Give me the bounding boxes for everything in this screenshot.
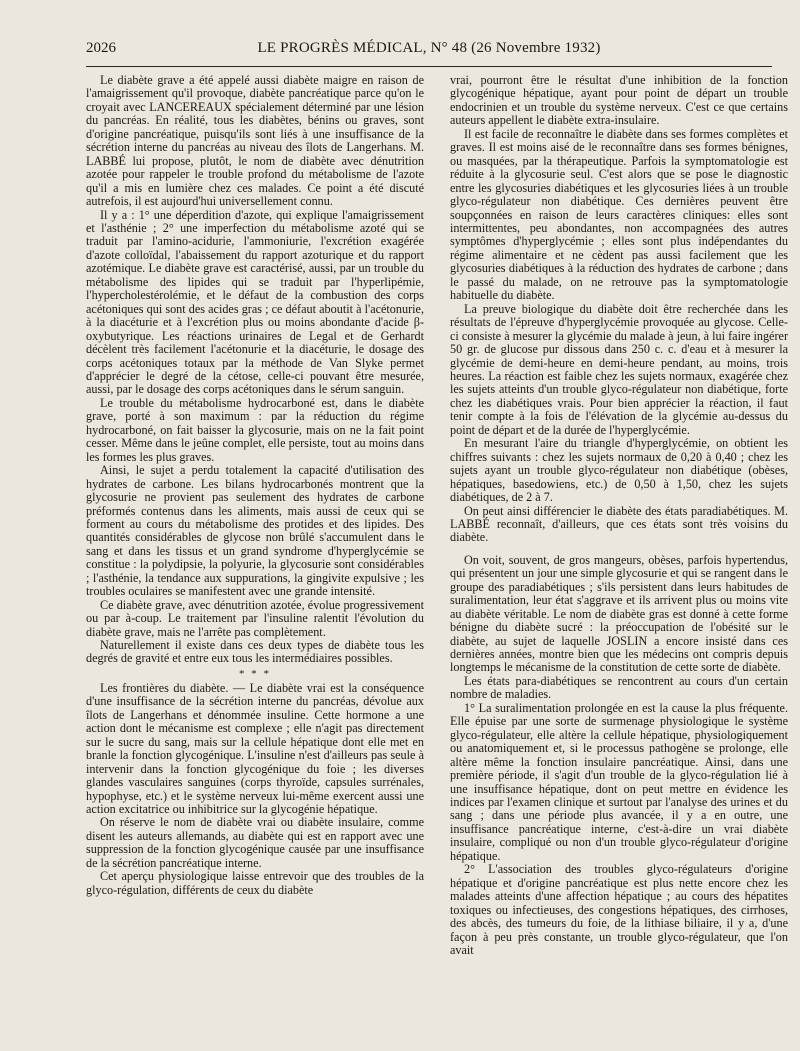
right-column xyxy=(450,74,788,1039)
paragraph: Les états para-diabétiques se rencontrent au cours d'un certain nombre de maladies. xyxy=(450,673,788,702)
left-column xyxy=(86,74,424,1039)
paragraph: En mesurant l'aire du triangle d'hyperglycémie, on obtient les chiffres suivants : chez les sujets normaux de 0,20 à 0,40 ; chez les sujets ayant un trouble glyco-régulateur non diabétique (obèses, hépatiques, basedowiens, etc.) de 0,50 à 1,50, chez les sujets diabétiques, de 2 à 7. xyxy=(450,436,788,505)
paragraph: Ainsi, le sujet a perdu totalement la capacité d'utilisation des hydrates de carbone. Les bilans hydrocarbonés montrent que la glycosurie ne provient pas seulement des hydrates de carbone préformés contenus dans les aliments, mais aussi de ceux qui se forment au cours du métabolisme des protides et des lipides. Des quantités considérables de glycose non brûlé s'accumulent dans le sang et dans les tissus et un grand syndrome d'hyperglycémie se constitue : la polydipsie, la polyurie, la glycosurie sont considérables ; l'asthénie, la tendance aux suppurations, la gingivite expulsive ; les troubles oculaires se manifestent avec une grande intensité. xyxy=(86,463,424,599)
section-separator: * * * xyxy=(239,667,271,680)
paragraph: Cet aperçu physiologique laisse entrevoir que des troubles de la glyco-régulation, différents de ceux du diabète xyxy=(86,869,424,897)
paragraph: 2° L'association des troubles glyco-régulateurs d'origine hépatique et d'origine pancréatique est plus nette encore chez les malades atteints d'une affection hépatique ; au cours des hépatites toxiques ou infectieuses, des congestions hépatiques, des cirrhoses, des abcès, des tumeurs du foie, de la lithiase biliaire, il y a, d'une façon à peu près constante, un trouble glyco-régulateur, que l'on avait xyxy=(450,862,788,957)
page-number: 2026 xyxy=(86,40,116,56)
paragraph: vrai, pourront être le résultat d'une inhibition de la fonction glycogénique hépatique, ayant pour point de départ un trouble endocrinien et un trouble du système nerveux. C'est ce que certains auteurs appellent le diabète extra-insulaire. xyxy=(450,74,788,128)
paragraph: Il y a : 1° une déperdition d'azote, qui explique l'amaigrissement et l'asthénie ; 2° une imperfection du métabolisme azoté qui se traduit par l'amino-acidurie, l'ammoniurie, l'excrétion exagérée d'azote colloïdal, l'abaissement du rapport azoturique et du rapport azotémique. Le diabète grave est caractérisé, aussi, par un trouble du métabolisme des lipides qui se traduit par l'hyperlipémie, l'hypercholestérolémie, et le défaut de la combustion des corps acétoniques qui sont des acides gras ; ce défaut aboutit à l'acétonurie, à la diacéturie et à l'excrétion plus ou moins abondante d'acide β-oxybutyrique. Les réactions urinaires de Legal et de Gerhardt décèlent très facilement l'acétonurie et la diacéturie, le dosage des corps acétoniques totaux par la méthode de Van Slyke permet d'apprécier le degré de la cétose, celle-ci pouvant être mesurée, aussi, par le dosage des corps acétoniques dans le sérum sanguin. xyxy=(86,207,424,397)
paragraph: Le trouble du métabolisme hydrocarboné est, dans le diabète grave, porté à son maximum : par la réduction du régime hydrocarboné, on fait baisser la glycosurie, mais on ne la fait point cesser. Même dans le jeûne complet, elle persiste, tout au moins dans les formes les plus graves. xyxy=(86,395,424,464)
paragraph: On peut ainsi différencier le diabète des états paradiabétiques. M. LABBÉ reconnaît, d'ailleurs, que ces états sont très voisins du diabète. xyxy=(450,503,788,545)
running-header xyxy=(86,40,772,62)
paragraph: Le diabète grave a été appelé aussi diabète maigre en raison de l'amaigrissement qu'il provoque, diabète pancréatique parce qu'on le croyait avec LANCEREAUX spécialement déterminé par une lésion du pancréas. En réalité, tous les diabètes, bénins ou graves, sont d'origine pancréatique, puisqu'ils sont liés à une insuffisance de la sécrétion interne du pancréas au niveau des îlots de Langerhans. M. LABBÉ lui propose, plutôt, le nom de diabète avec dénutrition azotée pour rappeler le trouble profond du métabolisme de l'azote qu'il a mis en lumière chez ces malades. Ce point a été discuté autrefois, il est aujourd'hui universellement connu. xyxy=(86,74,424,209)
paragraph: Ce diabète grave, avec dénutrition azotée, évolue progressivement ou par à-coup. Le traitement par l'insuline ralentit l'évolution du diabète grave, mais ne l'arrête pas complètement. xyxy=(86,597,424,639)
header-rule xyxy=(86,66,772,67)
paragraph: On réserve le nom de diabète vrai ou diabète insulaire, comme disent les auteurs allemands, au diabète qui est en rapport avec une suppression de la fonction glycogénique causée par une insuffisance de la sécrétion pancréatique interne. xyxy=(86,815,424,870)
paragraph: Il est facile de reconnaître le diabète dans ses formes complètes et graves. Il est moins aisé de le reconnaître dans ses formes bénignes, ou masquées, par la thérapeutique. Parfois la symptomatologie est réduite à la glycosurie seul. C'est alors que se pose le diagnostic entre les glycosuries diabétiques et les glycosuries liées à un trouble glyco-régulateur non diabétique. Ces dernières peuvent être soupçonnées en raison de leurs caractères cliniques: elles sont intermittentes, peu abondantes, non accompagnées des autres symptômes d'hyperglycémie ; elles sont plus indépendantes du régime alimentaire et ne cèdent pas aussi facilement que les glycosuries diabétiques à la réduction des hydrates de carbone ; dans le passé du malade, on ne retrouve pas la symptomatologie habituelle du diabète. xyxy=(450,126,788,303)
paragraph: 1° La suralimentation prolongée en est la cause la plus fréquente. Elle épuise par une sorte de surmenage physiologique le système glyco-régulateur, elle altère la cellule hépatique, physiologiquement ou anatomiquement et, si le processus pathogène se prolonge, elle altère même la fonction insulaire pancréatique. Ainsi, dans une première période, il s'agit d'un trouble de la glyco-régulation lié à une insuffisance hépatique, dont on peut mettre en évidence les indices par l'examen clinique et surtout par l'analyse des urines et du sang ; dans une période plus avancée, il y a en outre, une insuffisance pancréatique interne, c'est-à-dire un vrai diabète insulaire, compliqué ou non d'un trouble glyco-régulateur d'origine hépatique. xyxy=(450,700,788,863)
paragraph: On voit, souvent, de gros mangeurs, obèses, parfois hypertendus, qui présentent un jour une simple glycosurie et qui se rangent dans le groupe des paradiabétiques ; s'ils persistent dans leurs habitudes de suralimentation, leur état s'aggrave et ils arrivent plus ou moins vite au diabète véritable. Le nom de diabète gras est donné à cette forme bénigne du diabète sucré : la préoccupation de l'obésité sur le diabète, au sujet de laquelle JOSLIN a encore insisté dans ces dernières années, montre bien que les médecins ont compris depuis longtemps le mécanisme de la constitution de cette sorte de diabète. xyxy=(450,552,788,675)
paragraph: La preuve biologique du diabète doit être recherchée dans les résultats de l'épreuve d'hyperglycémie provoquée au glycose. Celle-ci consiste à mesurer la glycémie du malade à jeun, à lui faire ingérer 50 gr. de glucose pur dissous dans 250 c. c. d'eau et à mesurer la glycémie de demi-heure en demi-heure pendant, au moins, trois heures. La réaction est faible chez les sujets normaux, exagérée chez les sujets atteints d'un trouble glyco-régulateur non diabétique, forte chez les diabétiques vrais. Pour bien apprécier la réaction, il faut tenir compte à la fois de l'élévation de la glycémie au-dessus du point de départ et de la durée de l'hyperglycémie. xyxy=(450,301,788,437)
running-title: LE PROGRÈS MÉDICAL, N° 48 (26 Novembre 1932) xyxy=(257,40,601,56)
paragraph: Les frontières du diabète. — Le diabète vrai est la conséquence d'une insuffisance de la sécrétion interne du pancréas, dévolue aux îlots de Langerhans et dénommée insuline. Cette hormone a une action dont le mécanisme est complexe ; elle n'agit pas directement sur le sucre du sang, mais sur la cellule hépatique dont elle met en branle la fonction glycogénique. L'insuline n'est d'ailleurs pas seule à intervenir dans la fonction glycogénique du foie ; les diverses glandes vasculaires sanguines (corps thyroïde, capsules surrénales, hypophyse, etc.) et le système nerveux lui-même exercent aussi une action excitatrice ou inhibitrice sur la glycogénie hépatique. xyxy=(86,680,424,817)
paragraph: Naturellement il existe dans ces deux types de diabète tous les degrés de gravité et entre eux tous les intermédiaires possibles. xyxy=(86,638,424,666)
